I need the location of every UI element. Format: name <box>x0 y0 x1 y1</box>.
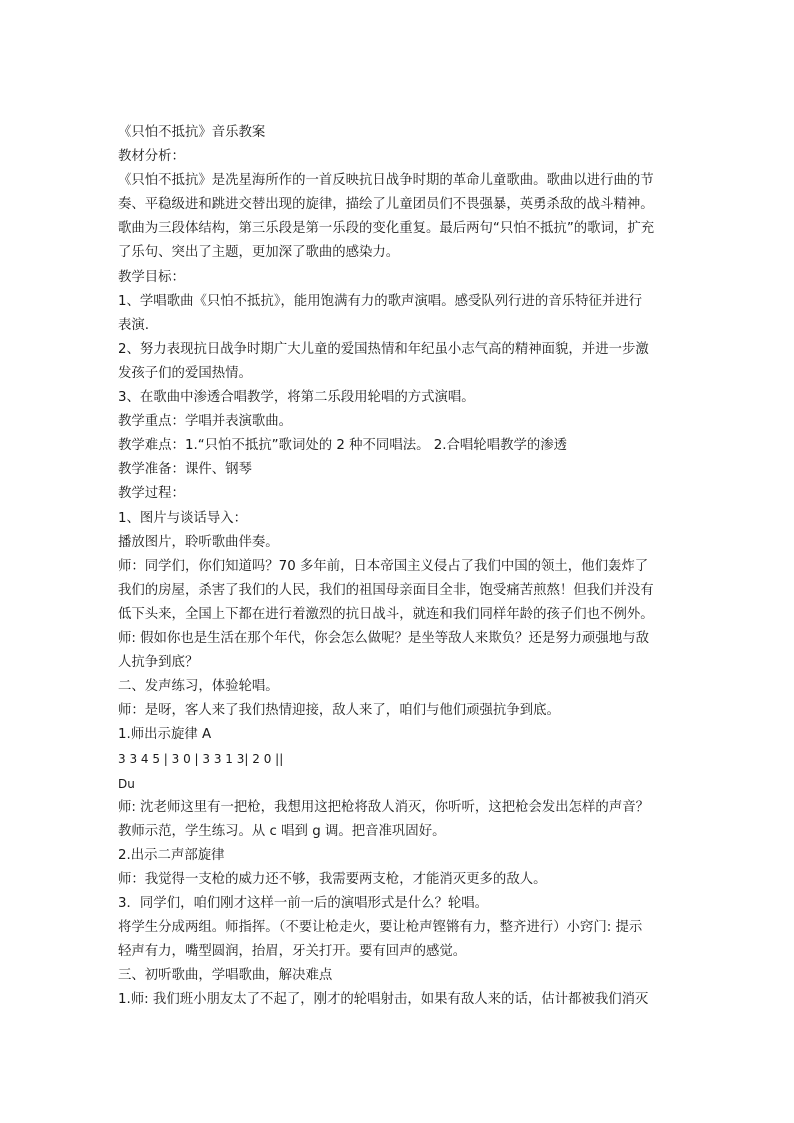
paragraph-line: 奏、平稳级进和跳进交替出现的旋律，描绘了儿童团员们不畏强暴，英勇杀敌的战斗精神。 <box>118 197 654 213</box>
paragraph-line: 1、学唱歌曲《只怕不抵抗》，能用饱满有力的歌声演唱。感受队列行进的音乐特征并进行 <box>118 293 643 309</box>
paragraph-line: 低下头来，全国上下都在进行着激烈的抗日战斗，就连和我们同样年龄的孩子们也不例外。 <box>118 606 654 622</box>
paragraph-line: 人抗争到底？ <box>118 655 199 671</box>
document-title: 《只怕不抵抗》音乐教案 <box>118 125 266 140</box>
paragraph-line: 1.师出示旋律 A <box>118 727 212 743</box>
paragraph-line: 师: 沈老师这里有一把枪，我想用这把枪将敌人消灭，你听听，这把枪会发出怎样的声音？ <box>118 799 649 815</box>
paragraph-line: 我们的房屋，杀害了我们的人民，我们的祖国母亲面目全非，饱受痛苦煎熬！但我们并没有 <box>118 582 654 598</box>
section-heading-teaching-goals: 教学目标： <box>118 269 185 285</box>
paragraph-line: 师：我觉得一支枪的威力还不够，我需要两支枪，才能消灭更多的敌人。 <box>118 871 547 887</box>
paragraph-line: 了乐句、突出了主题，更加深了歌曲的感染力。 <box>118 245 400 261</box>
paragraph-line: 轻声有力，嘴型圆润，抬眉，牙关打开。要有回声的感觉。 <box>118 944 467 960</box>
paragraph-line: 2、努力表现抗日战争时期广大儿童的爱国热情和年纪虽小志气高的精神面貌，并进一步激 <box>118 341 649 357</box>
paragraph-line: 师：是呀，客人来了我们热情迎接，敌人来了，咱们与他们顽强抗争到底。 <box>118 703 560 719</box>
paragraph-line: 三、初听歌曲，学唱歌曲，解决难点 <box>118 968 333 984</box>
paragraph-line: 歌曲为三段体结构，第三乐段是第一乐段的变化重复。最后两句“只怕不抵抗”的歌词，扩充 <box>118 221 655 237</box>
paragraph-line: 2.出示二声部旋律 <box>118 847 225 863</box>
paragraph-line: 3、在歌曲中渗透合唱教学，将第二乐段用轮唱的方式演唱。 <box>118 390 475 406</box>
lesson-plan-text <box>118 121 678 1012</box>
paragraph-line: 师：同学们，你们知道吗？70 多年前，日本帝国主义侵占了我们中国的领土，他们轰炸了 <box>118 558 649 574</box>
paragraph-line: 《只怕不抵抗》是冼星海所作的一首反映抗日战争时期的革命儿童歌曲。歌曲以进行曲的节 <box>118 173 654 189</box>
paragraph-line: 二、发声练习，体验轮唱。 <box>118 679 279 695</box>
paragraph-line: 表演. <box>118 317 150 333</box>
paragraph-line: 3．同学们，咱们刚才这样一前一后的演唱形式是什么？轮唱。 <box>118 896 489 911</box>
paragraph-line: 教师示范，学生练习。从 c 唱到 g 调。把音准巩固好。 <box>118 823 446 839</box>
paragraph-line: 1.师: 我们班小朋友太了不起了，刚才的轮唱射击，如果有敌人来的话，估计都被我们消灭 <box>118 992 649 1008</box>
teaching-difficulties: 教学难点：1.“只怕不抵抗”歌词处的 2 种不同唱法。 2.合唱轮唱教学的渗透 <box>118 438 568 454</box>
paragraph-line: 播放图片，聆听歌曲伴奏。 <box>118 534 279 550</box>
section-heading-material-analysis: 教材分析： <box>118 149 185 165</box>
teaching-key-points: 教学重点：学唱并表演歌曲。 <box>118 414 293 430</box>
melody-syllable: Du <box>118 776 135 791</box>
teaching-preparation: 教学准备：课件、钢琴 <box>118 462 252 478</box>
paragraph-line: 将学生分成两组。师指挥。（不要让枪走火，要让枪声铿锵有力，整齐进行）小窍门: 提示 <box>118 920 643 936</box>
paragraph-line: 1、图片与谈话导入： <box>118 510 248 526</box>
paragraph-line: 发孩子们的爱国热情。 <box>118 365 252 381</box>
section-heading-teaching-process: 教学过程： <box>118 486 185 502</box>
melody-notation: 3 3 4 5 | 3 0 | 3 3 1 3| 2 0 || <box>118 752 284 767</box>
paragraph-line: 师: 假如你也是生活在那个年代，你会怎么做呢？是坐等敌人来欺负？还是努力顽强地与敌 <box>118 630 649 646</box>
